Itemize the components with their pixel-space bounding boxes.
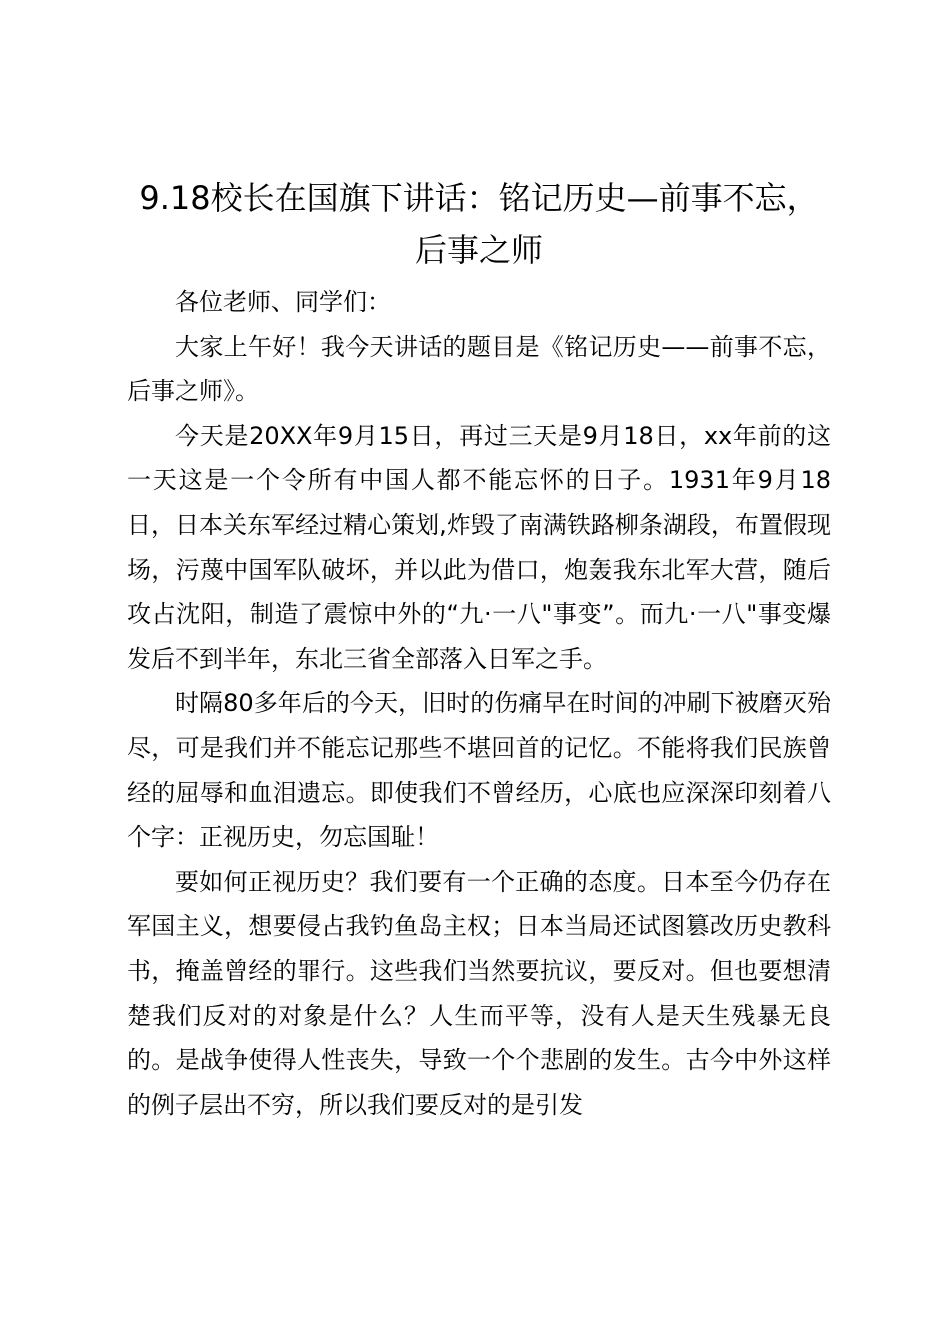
- paragraph-attitude: 要如何正视历史？我们要有一个正确的态度。日本至今仍存在军国主义，想要侵占我钓鱼岛主权；日本当局还试图篡改历史教科书，掩盖曾经的罪行。这些我们当然要抗议，要反对。但也要想清楚我们反对的对象是什么？人生而平等，没有人是天生残暴无良的。是战争使得人性丧失，导致一个个悲剧的发生。古今中外这样的例子层出不穷，所以我们要反对的是引发: [127, 867, 831, 1119]
- paragraph-remembrance: 时隔80多年后的今天，旧时的伤痛早在时间的冲刷下被磨灭殆尽，可是我们并不能忘记那些不堪回首的记忆。不能将我们民族曾经的屈辱和血泪遗忘。即使我们不曾经历，心底也应深深印刻着八个字：正视历史，勿忘国耻！: [127, 689, 831, 852]
- paragraph-greeting: 大家上午好！我今天讲话的题目是《铭记历史——前事不忘，后事之师》。: [127, 332, 831, 406]
- salutation: 各位老师、同学们：: [175, 288, 391, 316]
- document-title: 9.18校长在国旗下讲话：铭记历史—前事不忘，后事之师: [139, 179, 819, 269]
- paragraph-history: 今天是20XX年9月15日，再过三天是9月18日，xx年前的这一天这是一个令所有中国人都不能忘怀的日子。1931年9月18日，日本关东军经过精心策划,炸毁了南满铁路柳条湖段，布置假现场，污蔑中国军队破坏，并以此为借口，炮轰我东北军大营，随后攻占沈阳，制造了震惊中外的“九·一八"事变”。而九·一八"事变爆发后不到半年，东北三省全部落入日军之手。: [127, 421, 831, 673]
- document-page: [127, 172, 831, 1127]
